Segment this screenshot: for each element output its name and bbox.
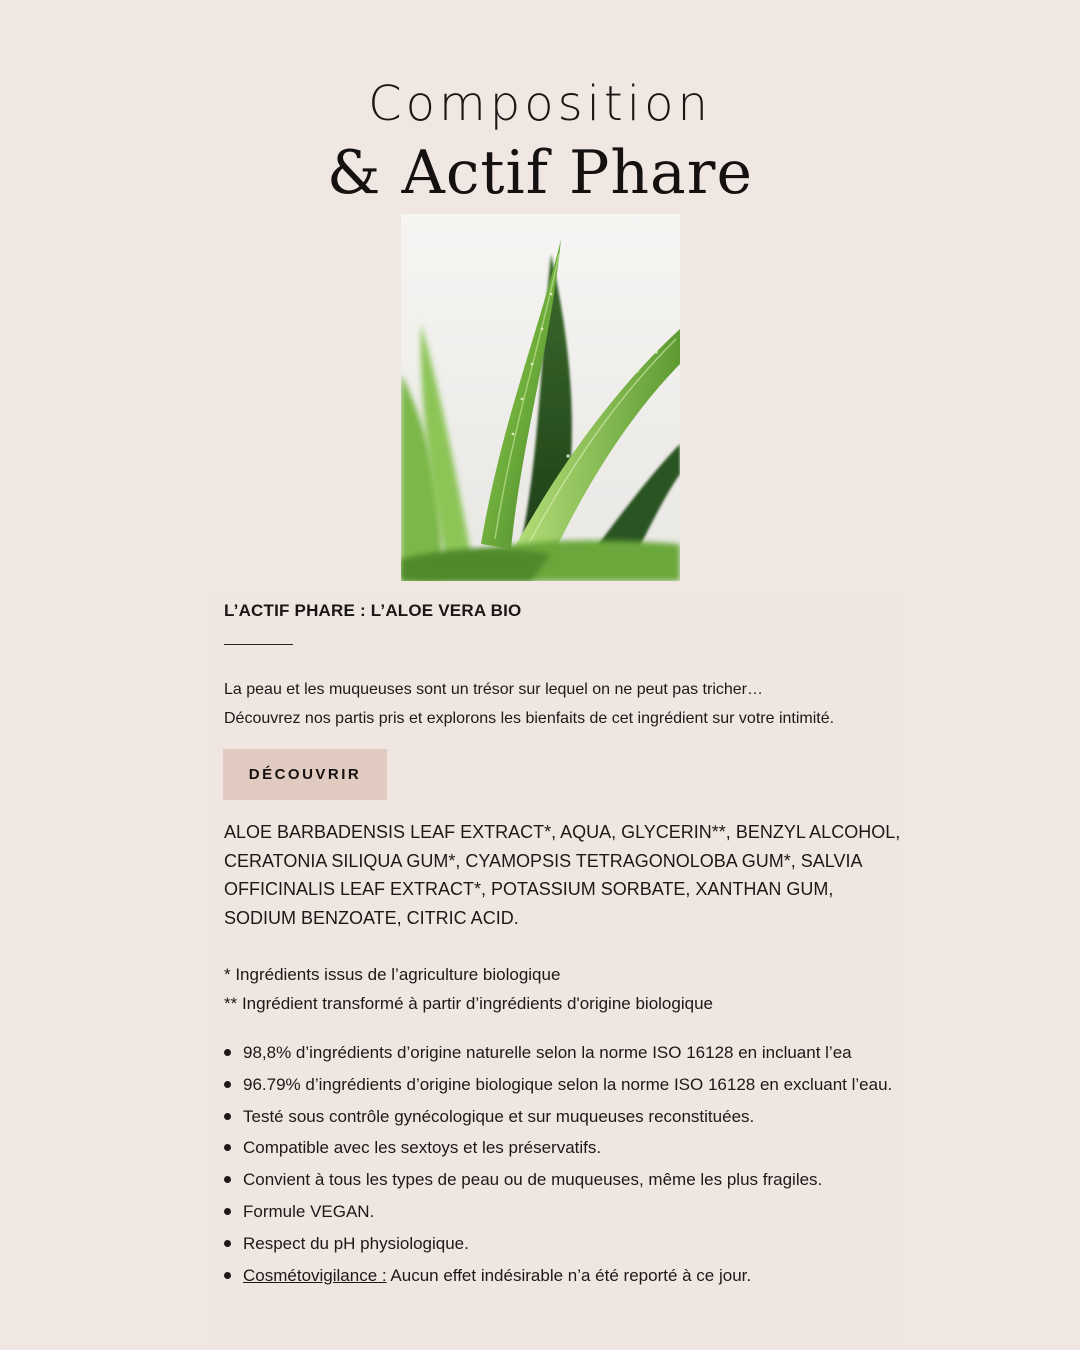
list-item	[224, 1228, 904, 1260]
intro-line-1: La peau et les muqueuses sont un trésor sur lequel on ne peut pas tricher…	[224, 681, 763, 698]
intro-text	[224, 676, 914, 733]
ingredients-list: ALOE BARBADENSIS LEAF EXTRACT*, AQUA, GLYCERIN**, BENZYL ALCOHOL, CERATONIA SILIQUA GUM*, CYAMOPSIS TETRAGONOLOBA GUM*, SALVIA OFFICINALIS LEAF EXTRACT*, POTASSIUM SORBATE, XANTHAN GUM, SODIUM BENZOATE, CITRIC ACID.	[224, 822, 901, 928]
feature-text: Testé sous contrôle gynécologique et sur muqueuses reconstituées.	[243, 1106, 755, 1126]
note-transformed: ** Ingrédient transformé à partir d’ingrédients d'origine biologique	[224, 994, 713, 1013]
title-actif-phare: & Actif Phare	[327, 138, 753, 208]
bullet-icon	[224, 1113, 231, 1120]
feature-text: Respect du pH physiologique.	[243, 1233, 469, 1253]
bullet-icon	[224, 1272, 231, 1279]
feature-text: 98,8% d’ingrédients d’origine naturelle selon la norme ISO 16128 en incluant l’ea	[243, 1043, 852, 1062]
cosmetovigilance-link[interactable]: Cosmétovigilance :	[243, 1265, 387, 1285]
list-item	[224, 1101, 904, 1133]
list-item	[224, 1132, 904, 1164]
feature-text: Compatible avec les sextoys et les préservatifs.	[243, 1138, 602, 1158]
ingredient-notes	[224, 960, 904, 1018]
decouvrir-button[interactable]: DÉCOUVRIR	[223, 749, 387, 800]
intro-line-2: Découvrez nos partis pris et explorons les bienfaits de cet ingrédient sur votre intimité.	[224, 709, 835, 727]
list-item	[224, 1196, 904, 1228]
aloe-vera-photo	[401, 214, 680, 581]
features-list	[224, 1037, 904, 1291]
list-item	[224, 1260, 904, 1292]
heading-divider	[224, 644, 293, 645]
section-heading: L’ACTIF PHARE : L’ALOE VERA BIO	[224, 601, 522, 620]
feature-text: Aucun effet indésirable n’a été reporté à ce jour.	[386, 1265, 752, 1285]
aloe-vera-illustration	[401, 214, 680, 581]
bullet-icon	[224, 1176, 231, 1183]
page-title	[0, 72, 1080, 210]
bullet-icon	[224, 1081, 231, 1088]
feature-text: Formule VEGAN.	[243, 1201, 375, 1221]
bullet-icon	[224, 1049, 231, 1056]
list-item	[224, 1069, 904, 1101]
bullet-icon	[224, 1144, 231, 1151]
title-composition: Composition	[368, 76, 712, 132]
note-organic: * Ingrédients issus de l’agriculture biologique	[224, 965, 561, 984]
list-item	[224, 1164, 904, 1196]
feature-text: Convient à tous les types de peau ou de muqueuses, même les plus fragiles.	[243, 1170, 823, 1190]
feature-text: 96.79% d’ingrédients d’origine biologique selon la norme ISO 16128 en excluant l’eau.	[243, 1074, 893, 1094]
bullet-icon	[224, 1240, 231, 1247]
bullet-icon	[224, 1208, 231, 1215]
list-item	[224, 1037, 904, 1069]
